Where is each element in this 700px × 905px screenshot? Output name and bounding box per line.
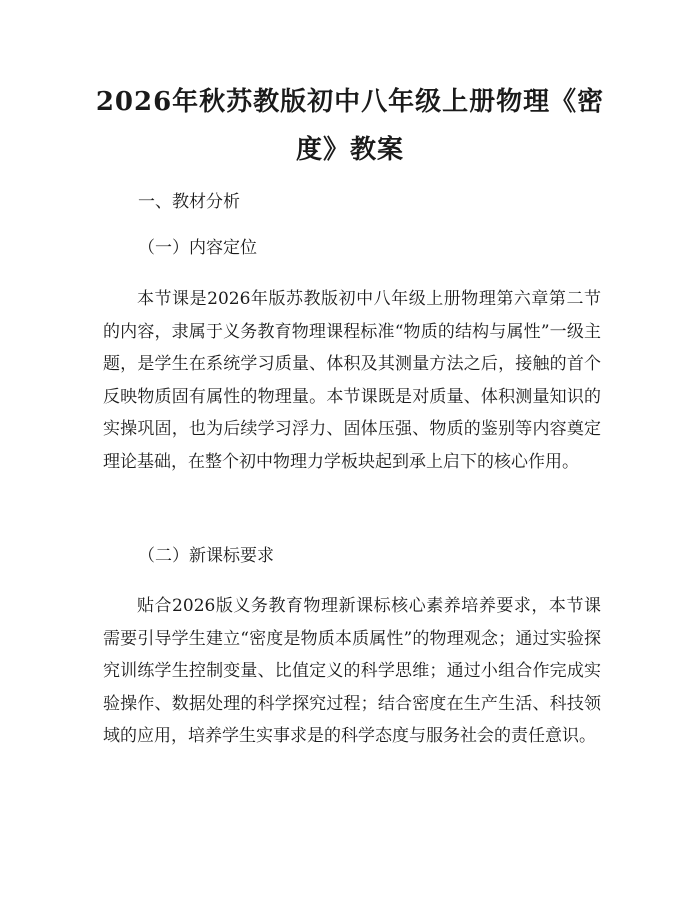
document-title-line-1: 2026年秋苏教版初中八年级上册物理《密 xyxy=(95,87,605,117)
subsection-heading-curriculum-requirements: （二）新课标要求 xyxy=(138,546,274,566)
subsection-heading-content-positioning: （一）内容定位 xyxy=(138,238,257,258)
paragraph-curriculum-requirements: 贴合2026版义务教育物理新课标核心素养培养要求，本节课需要引导学生建立“密度是物质本质属性”的物理观念；通过实验探究训练学生控制变量、比值定义的科学思维；通过小组合作完成实验操作、数据处理的科学探究过程；结合密度在生产生活、科技领域的应用，培养学生实事求是的科学态度与服务社会的责任意识。 xyxy=(103,596,601,746)
section-heading-textbook-analysis: 一、教材分析 xyxy=(138,192,240,212)
paragraph-content-positioning: 本节课是2026年版苏教版初中八年级上册物理第六章第二节的内容，隶属于义务教育物理课程标准“物质的结构与属性”一级主题，是学生在系统学习质量、体积及其测量方法之后，接触的首个反映物质固有属性的物理量。本节课既是对质量、体积测量知识的实操巩固，也为后续学习浮力、固体压强、物质的鉴别等内容奠定理论基础，在整个初中物理力学板块起到承上启下的核心作用。 xyxy=(103,289,601,472)
document-title-line-2: 度》教案 xyxy=(295,135,404,165)
